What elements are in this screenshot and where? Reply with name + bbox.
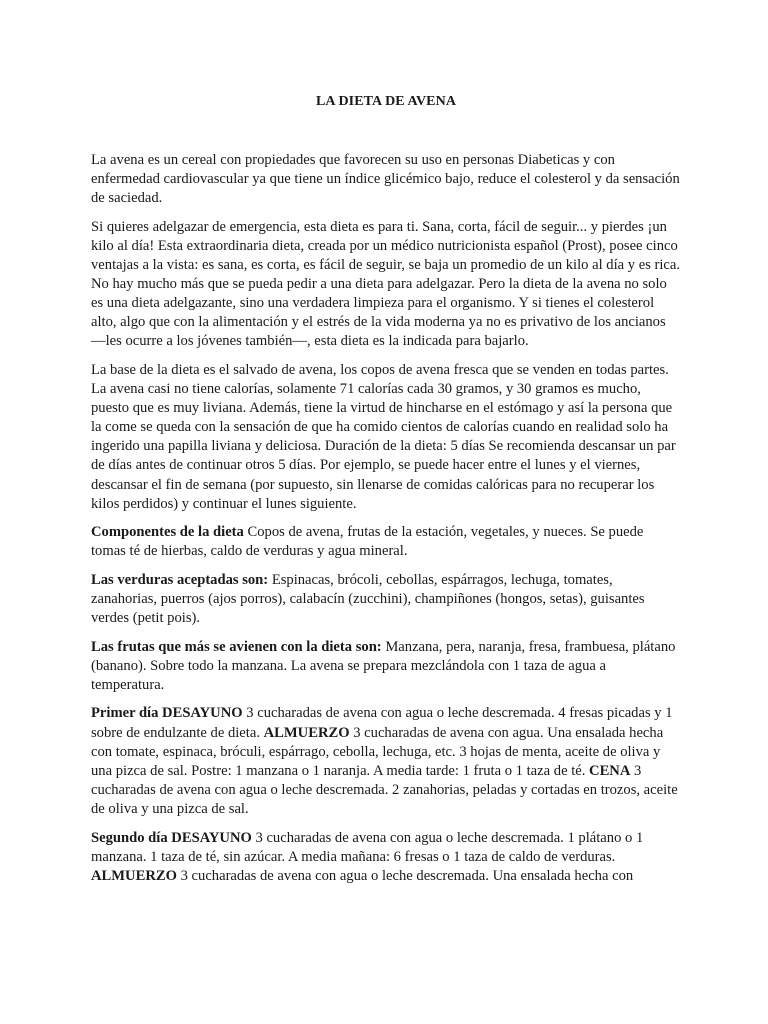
paragraph-text: La base de la dieta es el salvado de avena, los copos de avena fresca que se venden en todas partes. La avena casi no tiene calorías, solamente 71 calorías cada 30 gramos, y 30 gramos es mucho, puesto que es muy liviana. Además, tiene la virtud de hincharse en el estómago y así la persona que la come se queda con la sensación de que ha comido cientos de calorías cuando en realidad solo ha ingerido una papilla liviana y deliciosa. Duración de la dieta: 5 días Se recomienda descansar un par de días antes de continuar otros 5 días. Por ejemplo, se puede hacer entre el lunes y el viernes, descansar el fin de semana (por supuesto, sin llenarse de comidas calóricas para no recuperar los kilos perdidos) y continuar el lunes siguiente. xyxy=(91,361,676,512)
day-1-lunch-text: 3 cucharadas de avena con agua. Una ensalada hecha con tomate, espinaca, bróculi, espárrago, cebolla, lechuga, etc. 3 hojas de menta, aceite de oliva y una pizca de sal. Postre: 1 manzana o 1 naranja. A media tarde: 1 fruta o 1 taza de té. xyxy=(91,724,664,779)
paragraph-day-1 xyxy=(91,704,681,819)
paragraph-text: Espinacas, brócoli, cebollas, espárragos, lechuga, tomates, zanahorias, puerros (ajos porros), calabacín (zucchini), champiñones (hongos, setas), guisantes verdes (petit pois). xyxy=(91,571,645,627)
paragraph-text: La avena es un cereal con propiedades que favorecen su uso en personas Diabeticas y con enfermedad cardiovascular ya que tiene un índice glicémico bajo, reduce el colesterol y da sensación de saciedad. xyxy=(91,152,680,207)
day-1-breakfast-label: Primer día DESAYUNO xyxy=(91,705,243,722)
paragraph-day-2 xyxy=(91,829,681,886)
day-1-breakfast-text: 3 cucharadas de avena con agua o leche descremada. 4 fresas picadas y 1 sobre de endulzante de dieta. xyxy=(91,705,673,741)
day-2-lunch-text: 3 cucharadas de avena con agua o leche descremada. Una ensalada hecha con xyxy=(176,867,634,884)
document-page xyxy=(91,93,681,895)
day-2-lunch-label: ALMUERZO xyxy=(91,867,177,884)
paragraph-components xyxy=(91,523,681,561)
day-1-dinner-label: CENA xyxy=(589,762,631,779)
paragraph-vegetables xyxy=(91,571,681,628)
document-title: LA DIETA DE AVENA xyxy=(315,94,457,109)
paragraph-heading: Componentes de la dieta xyxy=(91,524,244,541)
paragraph-base xyxy=(91,361,681,514)
day-1-dinner-text: 3 cucharadas de avena con agua o leche descremada. 2 zanahorias, peladas y cortadas en trozos, aceite de oliva y una pizca de sal. xyxy=(91,762,678,817)
paragraph-heading: Las verduras aceptadas son: xyxy=(91,571,269,588)
paragraph-emergency xyxy=(91,218,681,352)
paragraph-text: Si quieres adelgazar de emergencia, esta dieta es para ti. Sana, corta, fácil de seguir... y pierdes ¡un kilo al día! Esta extraordinaria dieta, creada por un médico nutricionista español (Prost), posee cinco ventajas a la vista: es sana, es corta, es fácil de seguir, se baja un promedio de un kilo al día y es rica. No hay mucho más que se pueda pedir a una dieta para adelgazar. Pero la dieta de la avena no solo es una dieta adelgazante, sino una verdadera limpieza para el organismo. Y si tienes el colesterol alto, algo que con la alimentación y el estrés de la vida moderna ya no es privativo de los ancianos —les ocurre a los jóvenes también—, esta dieta es la indicada para bajarlo. xyxy=(91,218,681,350)
paragraph-text: Manzana, pera, naranja, fresa, frambuesa, plátano (banano). Sobre todo la manzana. La avena se prepara mezclándola con 1 taza de agua a temperatura. xyxy=(91,638,676,693)
day-1-lunch-label: ALMUERZO xyxy=(263,724,350,741)
paragraph-intro xyxy=(91,151,681,208)
paragraph-text: Copos de avena, frutas de la estación, vegetales, y nueces. Se puede tomas té de hierbas, caldo de verduras y agua mineral. xyxy=(91,524,644,560)
day-2-breakfast-label: Segundo día DESAYUNO xyxy=(91,829,252,846)
paragraph-heading: Las frutas que más se avienen con la dieta son: xyxy=(91,638,382,655)
day-2-breakfast-text: 3 cucharadas de avena con agua o leche descremada. 1 plátano o 1 manzana. 1 taza de té, sin azúcar. A media mañana: 6 fresas o 1 taza de caldo de verduras. xyxy=(91,829,644,865)
paragraph-fruits xyxy=(91,638,681,695)
